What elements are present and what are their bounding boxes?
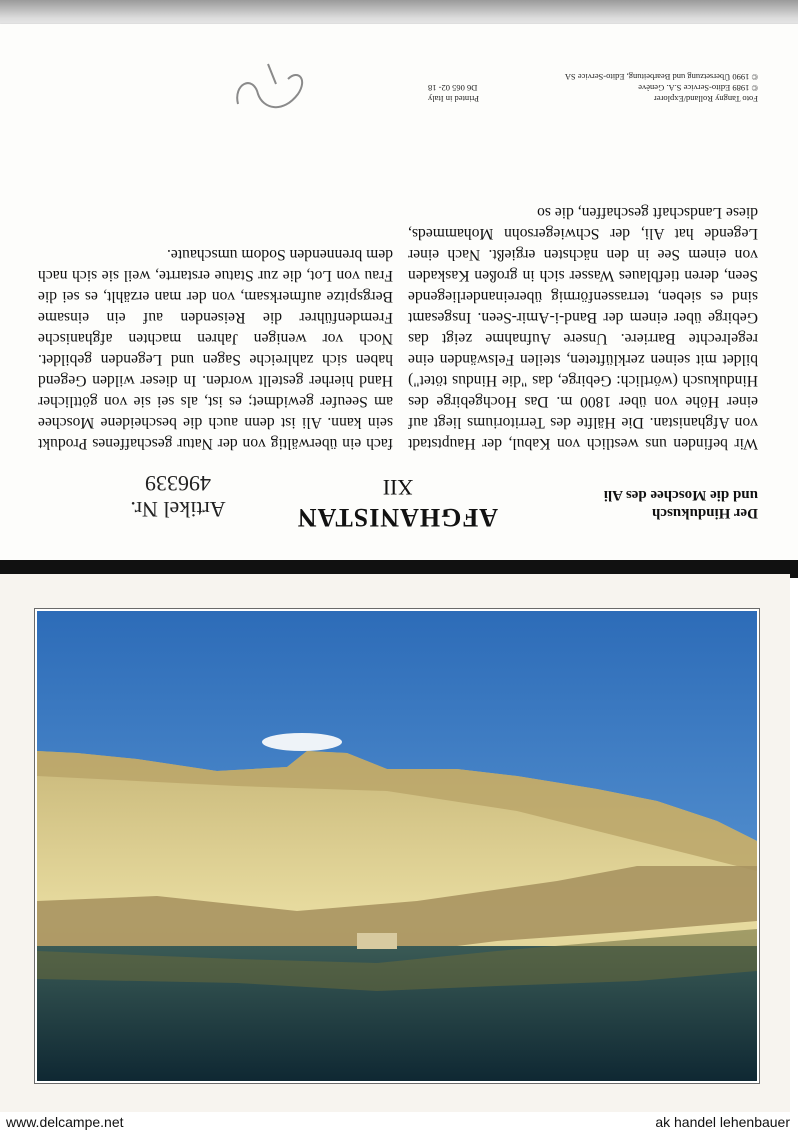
postcard-back-rotated [0, 24, 798, 572]
postcard-back [0, 24, 798, 572]
mountains-over-lake-photo [37, 611, 757, 1081]
article-number-block [78, 470, 278, 522]
article-label: Artikel Nr. [130, 497, 226, 522]
footer-right: ak handel lehenbauer [655, 1114, 790, 1130]
credit-photo: Foto Tangny Rolland/Explorer [653, 94, 758, 104]
article-number: 496339 [145, 471, 211, 496]
country-name: AFGHANISTAN [296, 503, 498, 532]
text-column-1: Wir befinden uns westlich von Kabul, der Hauptstadt von Afghanistan. Die Hälfte des Territoriums liegt auf einer Höhe von über 1800 m. Das Hochgebirge des Hindukusch (wörtlich: Gebirge, das "die Hindus tötet") bildet mit seinen zerklüfteten, steilen Felswänden eine regelrechte Barriere. Unsere Aufnahme zeigt das Gebirge über einem der Band-i-Amir-Seen. Insgesamt sind es sieben, terrassenförmig übereinanderliegende Seen, deren tiefblaues Wasser sich in großen Kaskaden von einem See in den nächsten ergießt. Nach einer Legende hat Ali, der Schwiegersohn Mohammeds, diese Landschaft geschaffen, die so [408, 204, 758, 452]
roman-numeral: XII [382, 475, 414, 500]
postcard-title [458, 486, 758, 522]
text-column-2: fach ein überwältig von der Natur geschaffenes Produkt sein kann. Ali ist denn auch die bescheidene Moschee am Seeufer gewidmet; es ist, als sei sie von göttlicher Hand hierher gestellt worden. In dieser wilden Gegend haben sich zahlreiche Sagen und Legenden gebildet. Noch vor wenigen Jahren machten afghanische Fremdenführer die Reisenden auf ein einsame Bergspitze aufmerksam, von der man erzählt, es sei die Frau von Lot, die zur Statue erstarrte, weil sie sich nach dem brennenden Sodom umschaute. [38, 246, 393, 452]
print-code: D6 065 02- 18 [428, 83, 478, 93]
credit-translation: © 1990 Übersetzung und Bearbeitung, Edito-Service SA [564, 72, 758, 82]
title-line-2: und die Moschee des Ali [603, 487, 758, 503]
photo-frame [34, 608, 760, 1084]
printed-in: Printed in Italy [428, 94, 479, 104]
pencil-scribble-icon [228, 54, 318, 124]
country-block [298, 474, 498, 532]
title-line-1: Der Hindukusch [651, 505, 758, 521]
print-info [428, 82, 578, 104]
footer-left: www.delcampe.net [6, 1114, 124, 1130]
watermark-footer [0, 1112, 798, 1132]
credit-copyright: © 1989 Edito-Service S.A. Genève [638, 83, 758, 93]
